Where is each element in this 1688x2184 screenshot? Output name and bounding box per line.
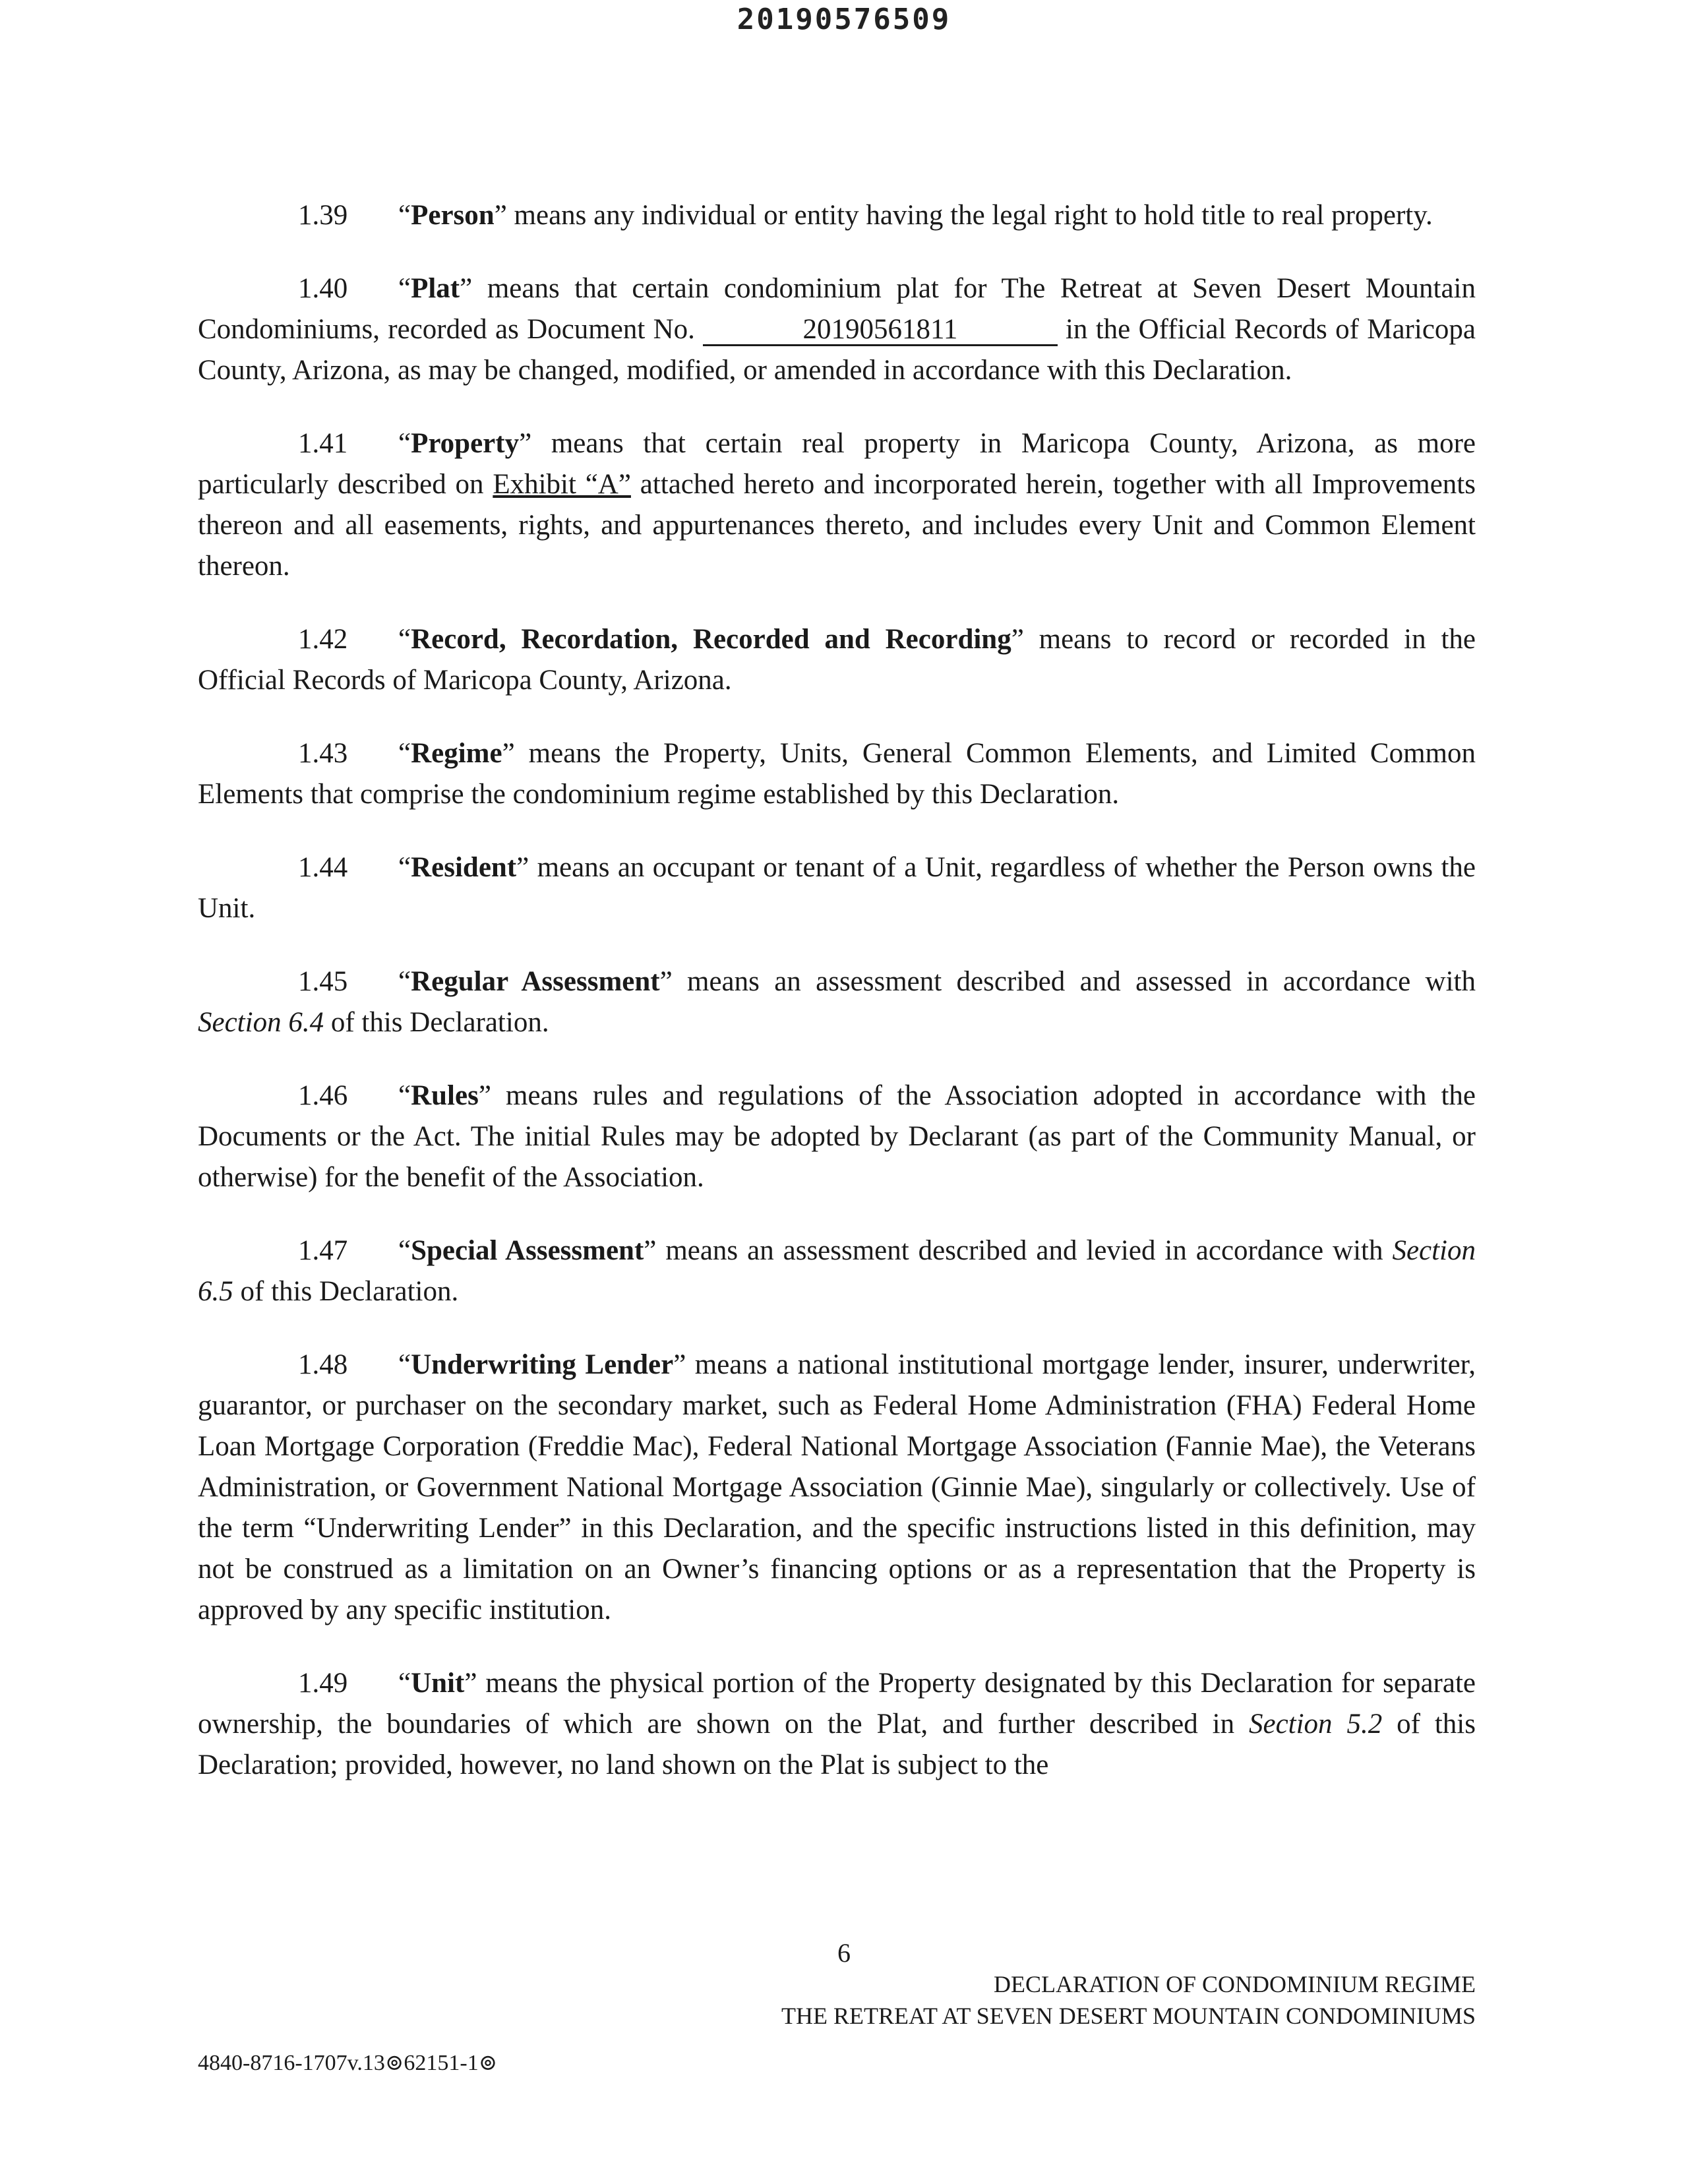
defined-term: Plat	[411, 273, 460, 304]
definition-1-46: 1.46 “Rules” means rules and regulations of the Association adopted in accordance with the Documents or the Act. The initial Rules may be adopted by Declarant (as part of the Community Manual, or otherwise) for the benefit of the Association.	[198, 1076, 1476, 1198]
defined-term: Resident	[411, 852, 517, 883]
definition-1-41: 1.41 “Property” means that certain real property in Maricopa County, Arizona, as more particularly described on Exhibit “A” attached hereto and incorporated herein, together with all Improvements thereon and all easements, rights, and appurtenances thereto, and includes every Unit and Common Element thereon.	[198, 423, 1476, 587]
section-number: 1.41	[298, 428, 348, 459]
document-body	[198, 195, 1476, 1818]
definition-text: means that certain real property in Maricopa County, Arizona, as more particularly described on	[198, 428, 1476, 500]
footer-document-title	[781, 1968, 1476, 2032]
definition-text-continued: attached hereto and incorporated herein, together with all Improvements thereon and all easements, rights, and appurtenances thereto, and includes every Unit and Common Element thereon.	[198, 469, 1476, 582]
defined-term: Regime	[411, 738, 502, 769]
defined-term: Underwriting Lender	[411, 1349, 674, 1380]
section-number: 1.40	[298, 273, 348, 304]
definition-text: means an occupant or tenant of a Unit, regardless of whether the Person owns the Unit.	[198, 852, 1476, 924]
section-reference: Section 5.2	[1248, 1709, 1383, 1740]
footer-title-line-1: DECLARATION OF CONDOMINIUM REGIME	[994, 1971, 1476, 1997]
definition-text: means that certain condominium plat for The Retreat at Seven Desert Mountain Condominiums, recorded as Document No.	[198, 273, 1476, 345]
definition-text: means an assessment described and levied in accordance with	[656, 1235, 1393, 1266]
definition-1-44: 1.44 “Resident” means an occupant or tenant of a Unit, regardless of whether the Person owns the Unit.	[198, 847, 1476, 929]
definition-1-43: 1.43 “Regime” means the Property, Units, General Common Elements, and Limited Common Elements that comprise the condominium regime established by this Declaration.	[198, 733, 1476, 815]
definition-1-40: 1.40 “Plat” means that certain condominium plat for The Retreat at Seven Desert Mountain Condominiums, recorded as Document No. 20190561811 in the Official Records of Maricopa County, Arizona, as may be changed, modified, or amended in accordance with this Declaration.	[198, 268, 1476, 391]
section-reference: Section 6.4	[198, 1007, 324, 1038]
definition-1-42: 1.42 “Record, Recordation, Recorded and Recording” means to record or recorded in the Official Records of Maricopa County, Arizona.	[198, 619, 1476, 701]
section-number: 1.39	[298, 200, 348, 231]
definition-1-45: 1.45 “Regular Assessment” means an assessment described and assessed in accordance with Section 6.4 of this Declaration.	[198, 961, 1476, 1043]
definition-text: means the Property, Units, General Common Elements, and Limited Common Elements that comprise the condominium regime established by this Declaration.	[198, 738, 1476, 810]
defined-term: Special Assessment	[411, 1235, 644, 1266]
definition-1-39: 1.39 “Person” means any individual or entity having the legal right to hold title to real property.	[198, 195, 1476, 236]
section-number: 1.42	[298, 624, 348, 655]
defined-term: Rules	[411, 1080, 479, 1111]
section-number: 1.48	[298, 1349, 348, 1380]
recording-number: 20190576509	[737, 3, 951, 36]
defined-term: Unit	[411, 1668, 465, 1699]
document-number-blank: 20190561811	[703, 315, 1058, 346]
exhibit-reference: Exhibit “A”	[493, 469, 631, 500]
section-number: 1.43	[298, 738, 348, 769]
footer-document-id: 4840-8716-1707v.13⊚62151-1⊚	[198, 2051, 498, 2075]
section-reference: Section 6.5	[198, 1235, 1476, 1307]
section-number: 1.45	[298, 966, 348, 997]
section-number: 1.44	[298, 852, 348, 883]
defined-term: Property	[411, 428, 520, 459]
definition-1-48: 1.48 “Underwriting Lender” means a national institutional mortgage lender, insurer, underwriter, guarantor, or purchaser on the secondary market, such as Federal Home Administration (FHA) Federal Home Loan Mortgage Corporation (Freddie Mac), Federal National Mortgage Association (Fannie Mae), the Veterans Administration, or Government National Mortgage Association (Ginnie Mae), singularly or collectively. Use of the term “Underwriting Lender” in this Declaration, and the specific instructions listed in this definition, may not be construed as a limitation on an Owner’s financing options or as a representation that the Property is approved by any specific institution.	[198, 1345, 1476, 1631]
definition-text: means rules and regulations of the Association adopted in accordance with the Documents or the Act. The initial Rules may be adopted by Declarant (as part of the Community Manual, or otherwise) for the benefit of the Association.	[198, 1080, 1476, 1193]
definition-text: means a national institutional mortgage lender, insurer, underwriter, guarantor, or purchaser on the secondary market, such as Federal Home Administration (FHA) Federal Home Loan Mortgage Corporation (Freddie Mac), Federal National Mortgage Association (Fannie Mae), the Veterans Administration, or Government National Mortgage Association (Ginnie Mae), singularly or collectively. Use of the term “Underwriting Lender” in this Declaration, and the specific instructions listed in this definition, may not be construed as a limitation on an Owner’s financing options or as a representation that the Property is approved by any specific institution.	[198, 1349, 1476, 1625]
definition-text: means to record or recorded in the Official Records of Maricopa County, Arizona.	[198, 624, 1476, 696]
definition-text: means any individual or entity having the legal right to hold title to real property.	[506, 200, 1433, 231]
footer-title-line-2: THE RETREAT AT SEVEN DESERT MOUNTAIN CONDOMINIUMS	[781, 2003, 1476, 2029]
defined-term: Record, Recordation, Recorded and Recording	[411, 624, 1011, 655]
definition-text-continued: in the Official Records of Maricopa County, Arizona, as may be changed, modified, or amended in accordance with this Declaration.	[198, 314, 1476, 386]
section-number: 1.49	[298, 1668, 348, 1699]
definition-text: means an assessment described and assessed in accordance with	[672, 966, 1476, 997]
defined-term: Regular Assessment	[411, 966, 660, 997]
section-number: 1.46	[298, 1080, 348, 1111]
page-number: 6	[837, 1938, 851, 1968]
section-number: 1.47	[298, 1235, 348, 1266]
definition-1-47: 1.47 “Special Assessment” means an assessment described and levied in accordance with Section 6.5 of this Declaration.	[198, 1230, 1476, 1312]
defined-term: Person	[411, 200, 495, 231]
definition-1-49: 1.49 “Unit” means the physical portion of the Property designated by this Declaration for separate ownership, the boundaries of which are shown on the Plat, and further described in Section 5.2 of this Declaration; provided, however, no land shown on the Plat is subject to the	[198, 1663, 1476, 1786]
definition-text-continued: of this Declaration.	[324, 1007, 549, 1038]
definition-text: means the physical portion of the Property designated by this Declaration for separate ownership, the boundaries of which are shown on the Plat, and further described in	[198, 1668, 1476, 1740]
definition-text-continued: of this Declaration.	[233, 1276, 459, 1307]
definition-text-continued: of this Declaration; provided, however, no land shown on the Plat is subject to the	[198, 1709, 1476, 1780]
